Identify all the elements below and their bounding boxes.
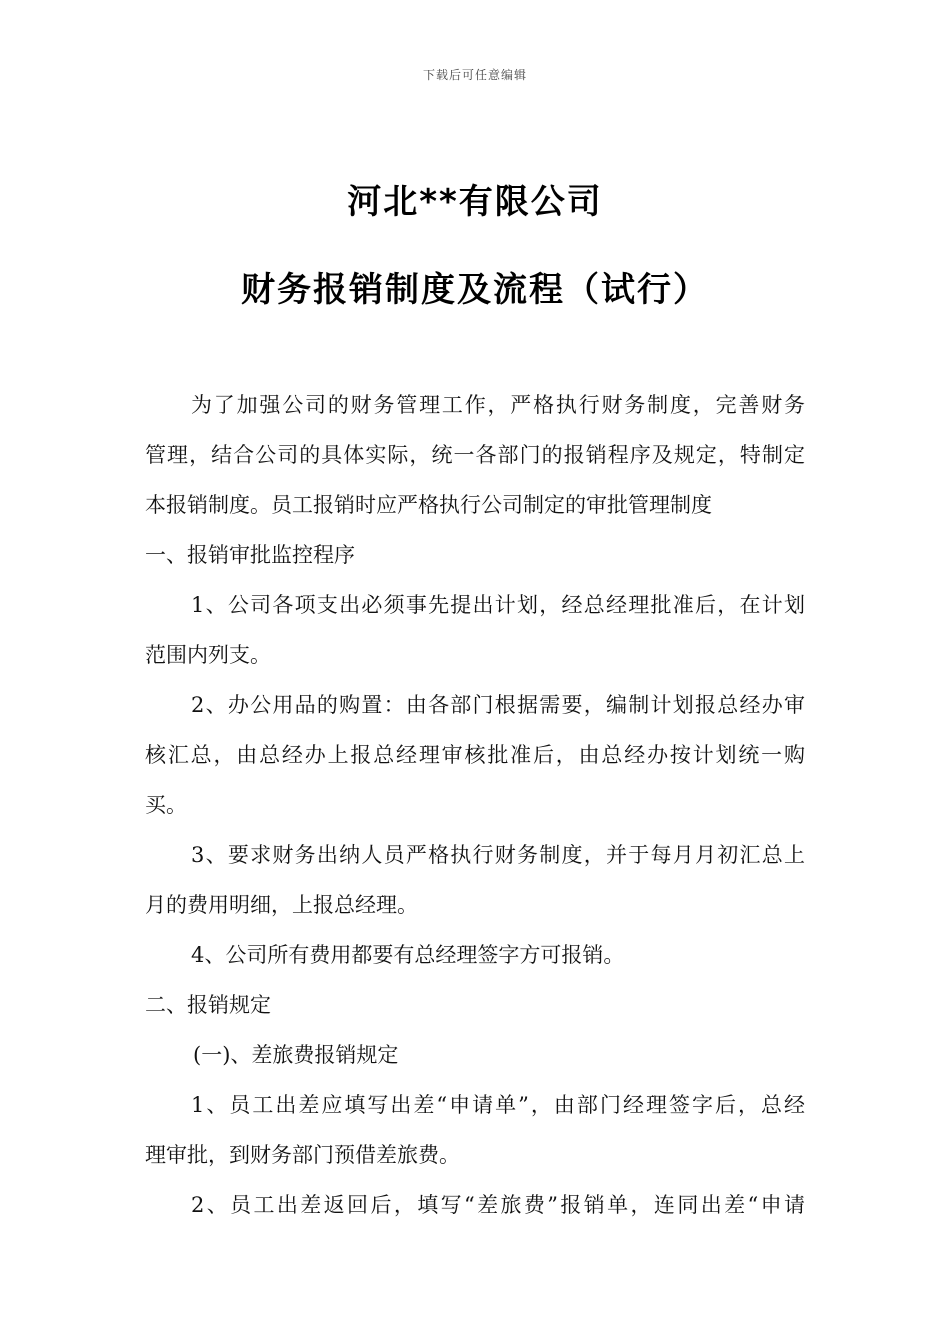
list-item-line: 理审批，到财务部门预借差旅费。 — [145, 1143, 460, 1167]
company-title: 河北**有限公司 — [347, 182, 603, 222]
intro-paragraph-line: 管理，结合公司的具体实际，统一各部门的报销程序及规定，特制定 — [145, 443, 805, 467]
list-item-line: 4、公司所有费用都要有总经理签字方可报销。 — [191, 943, 625, 967]
list-item-line: 2、办公用品的购置：由各部门根据需要，编制计划报总经办审 — [191, 693, 805, 717]
list-item-line: 3、要求财务出纳人员严格执行财务制度，并于每月月初汇总上 — [191, 843, 805, 867]
list-item-line: 1、员工出差应填写出差“申请单”，由部门经理签字后，总经 — [191, 1093, 805, 1117]
list-item-line: 1、公司各项支出必须事先提出计划，经总经理批准后，在计划 — [191, 593, 805, 617]
document-body — [145, 380, 805, 1230]
intro-paragraph-line: 本报销制度。员工报销时应严格执行公司制定的审批管理制度 — [145, 493, 712, 517]
list-item-line: 核汇总，由总经办上报总经理审核批准后，由总经办按计划统一购 — [145, 743, 805, 767]
document-title: 财务报销制度及流程（试行） — [241, 270, 709, 310]
intro-paragraph-line: 为了加强公司的财务管理工作，严格执行财务制度，完善财务 — [191, 393, 805, 417]
section-heading-rules: 二、报销规定 — [145, 993, 271, 1017]
list-item-line: 范围内列支。 — [145, 643, 271, 667]
list-item-line: 2、员工出差返回后，填写“差旅费”报销单，连同出差“申请 — [191, 1193, 805, 1217]
subsection-heading-travel: (一)、差旅费报销规定 — [193, 1043, 399, 1067]
list-item-line: 买。 — [145, 793, 187, 817]
section-heading-approval: 一、报销审批监控程序 — [145, 543, 355, 567]
page-header-note: 下载后可任意编辑 — [422, 68, 527, 82]
list-item-line: 月的费用明细，上报总经理。 — [145, 893, 418, 917]
